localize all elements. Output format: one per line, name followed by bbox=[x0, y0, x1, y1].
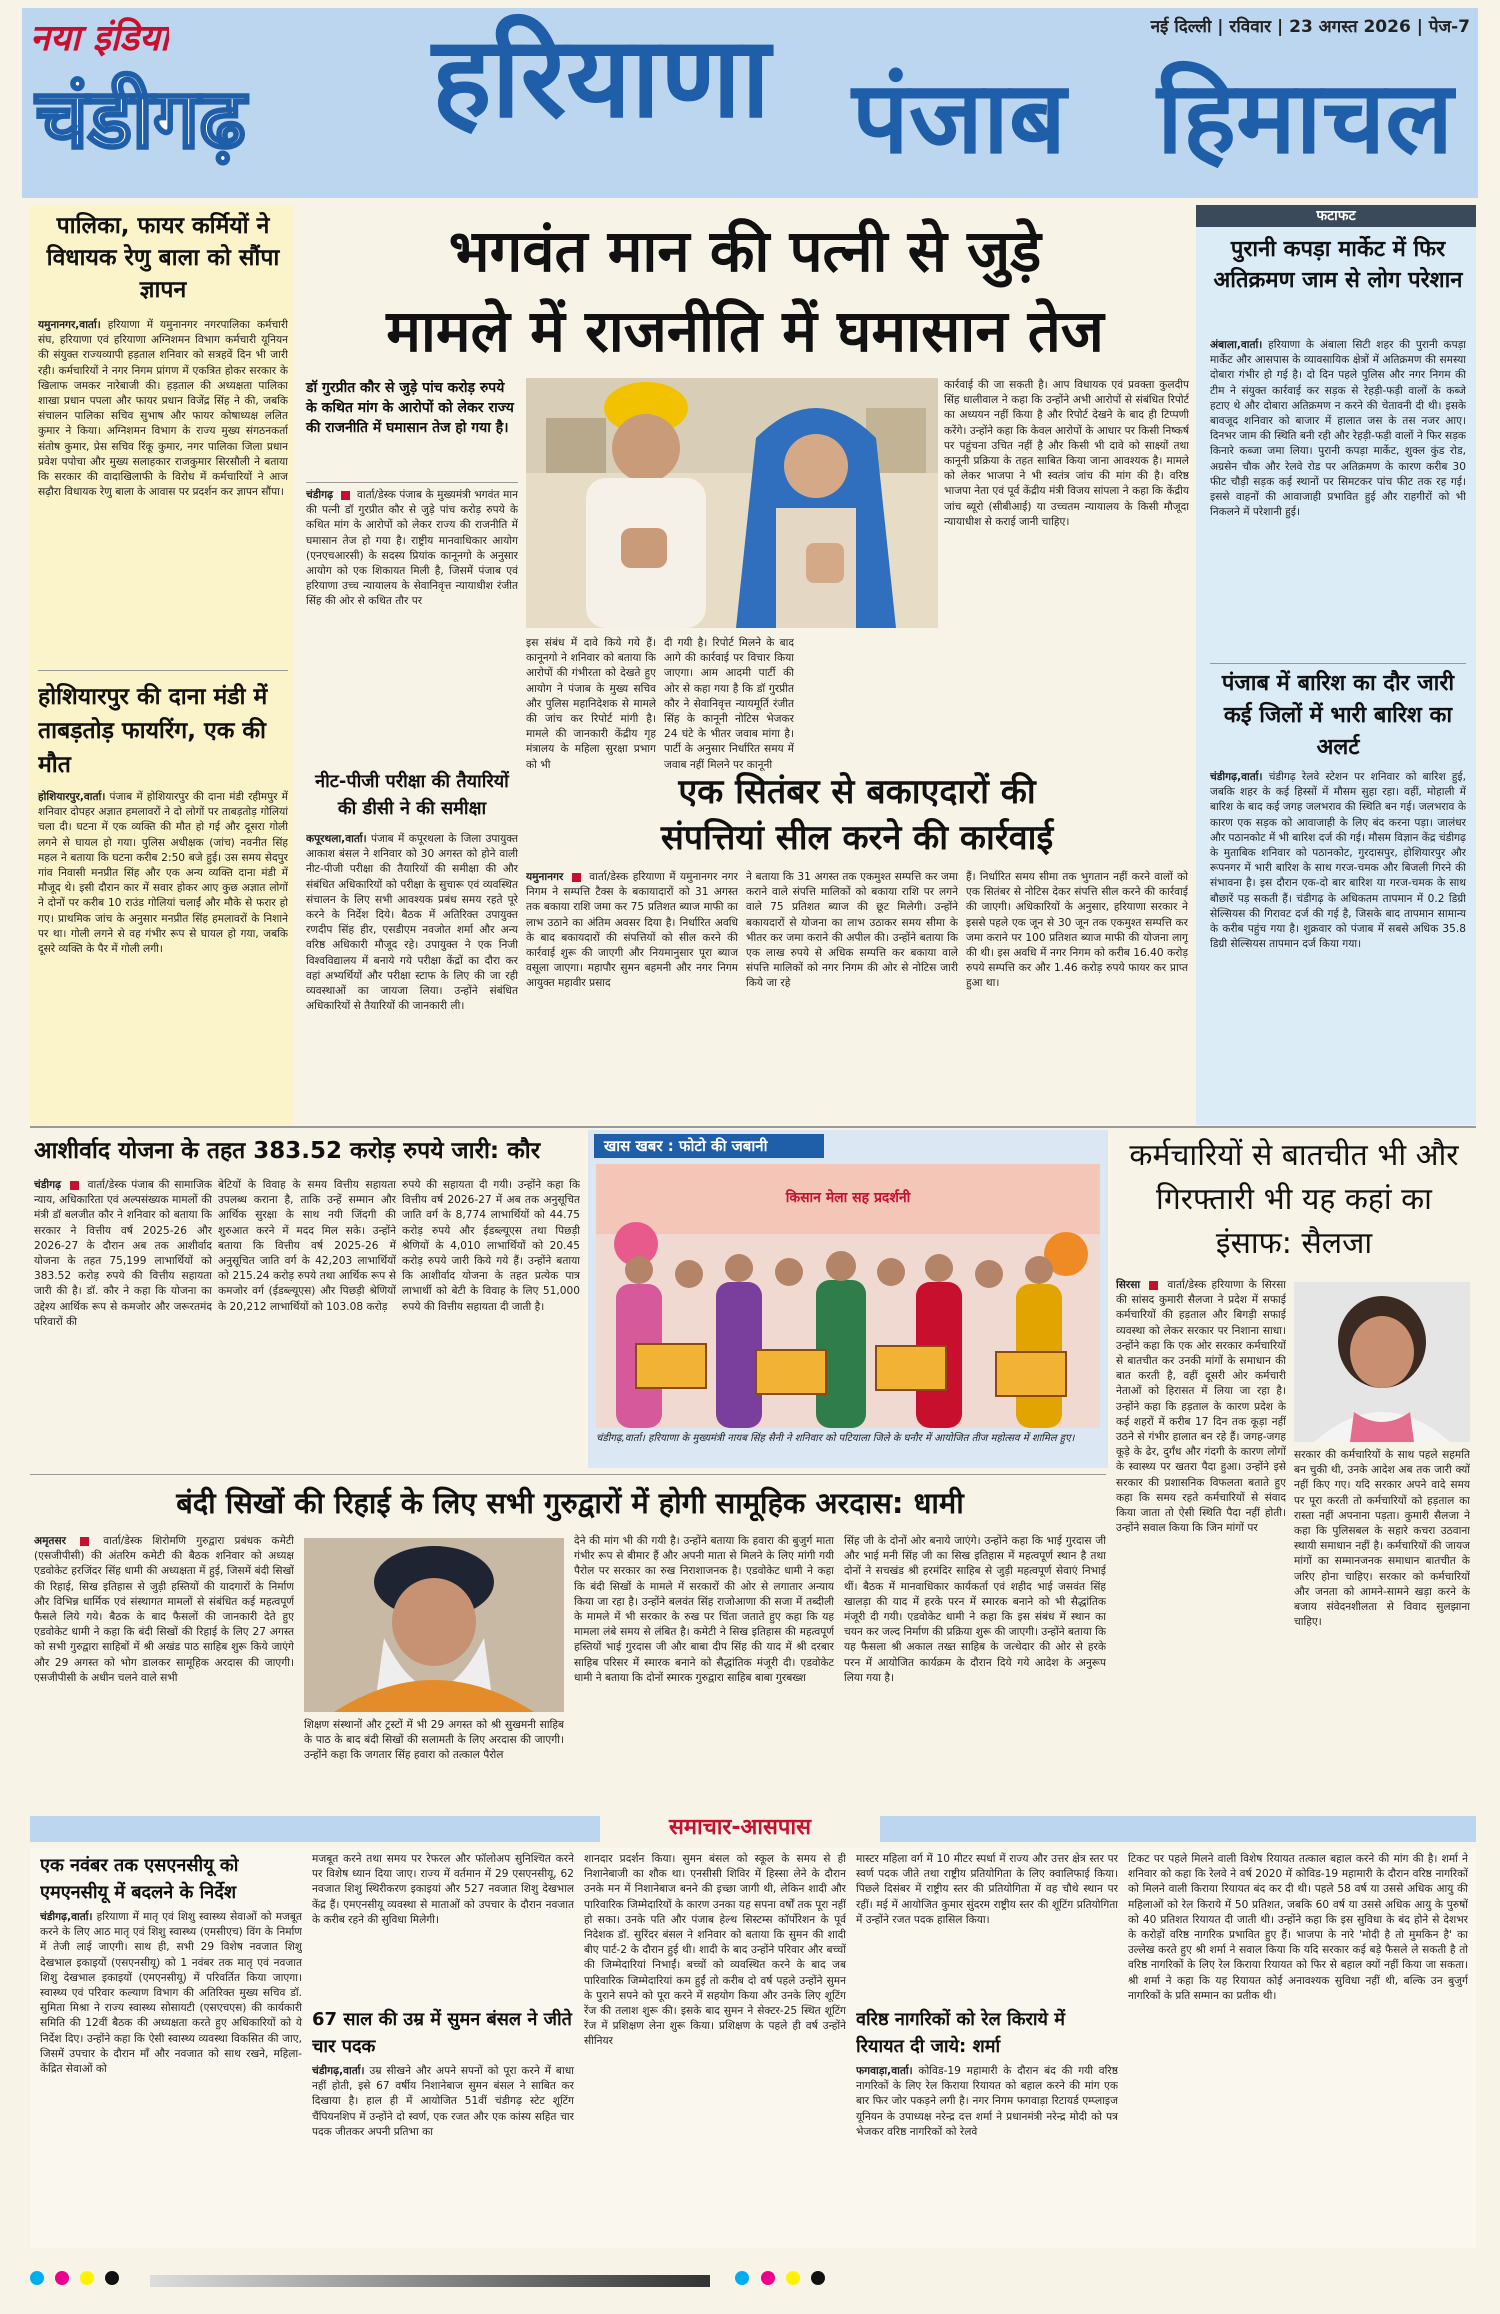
photo-feature-caption: चंडीगढ़,वार्ता। हरियाणा के मुख्यमंत्री नायब सिंह सैनी ने शनिवार को पटियाला जिले के घनौर में आयोजित तीज महोत्सव में शामिल हुए। bbox=[596, 1433, 1075, 1444]
aaspaas-band-left bbox=[30, 1816, 600, 1842]
ashirwad-col3: रुपये की सहायता दी गयी। उन्होंने कहा कि वित्तीय वर्ष 2026-27 में अब तक अनुसूचित जाति वर्ग के 8,774 लाभार्थियों को 44.75 करोड़ रुपये और ईडब्ल्यूएस तथा पिछड़ी श्रेणियों के 4,010 लाभार्थियों को 20.45 करोड़ रुपये जारी किये गये हैं। उन्होंने बताया कि आशीर्वाद योजना के तहत प्रत्येक पात्र लाभार्थी को बेटी के विवाह के लिए 51,000 रुपये की वित्तीय सहायता दी जाती है। bbox=[402, 1179, 580, 1313]
aaspaas-story3-text: कोविड-19 महामारी के दौरान बंद की गयी वरिष्ठ नागरिकों के लिए रेल किराया रियायत को बहाल करने की मांग एक बार फिर जोर पकड़ने लगी है। नगर निगम फगवाड़ा रिटायर्ड एम्प्लाइज यूनियन के उपाध्यक्ष नरेन्द्र दत्त शर्मा ने प्रधानमंत्री नरेन्द्र मोदी को पत्र भेजकर वरिष्ठ नागरिकों को रेलवे bbox=[856, 2065, 1118, 2138]
masthead bbox=[22, 8, 1478, 198]
aaspaas-story3-cont: टिकट पर पहले मिलने वाली विशेष रियायत तत्काल बहाल करने की मांग की है। शर्मा ने शनिवार को कहा कि रेलवे ने वर्ष 2020 में कोविड-19 महामारी के दौरान वरिष्ठ नागरिकों को मिलने वाली किराया रियायत बंद कर दी थी। पहले 58 वर्ष या उससे अधिक आयु की महिलाओं को रेल किराये में 50 प्रतिशत, जबकि 60 वर्ष या उससे अधिक आयु के पुरुषों को 40 प्रतिशत रियायत दी जाती थी। उन्होंने कहा कि इस सुविधा के बंद होने से देशभर के करोड़ों वरिष्ठ नागरिक प्रभावित हुए हैं। भाजपा के नारे 'मोदी है तो मुमकिन है' का उल्लेख करते हुए श्री शर्मा ने सवाल किया कि यदि सरकार कई बड़े फैसले ले सकती है तो वरिष्ठ नागरिकों के लिए रेल किराया रियायत को फिर से बहाल क्यों नहीं किया जा सकता। श्री शर्मा ने कहा कि यह रियायत कोई अनावश्यक सुविधा नहीं थी, बल्कि उन बुजुर्ग नागरिकों के प्रति सम्मान का प्रतीक थी। bbox=[1128, 1853, 1468, 2002]
brand-name: नया इंडिया bbox=[30, 18, 170, 59]
ardas-col2: शिक्षण संस्थानों और ट्रस्टों में भी 29 अगस्त को श्री सुखमनी साहिब के पाठ के बाद बंदी सिखों की सलामती के लिए अरदास की जाएगी। उन्होंने कहा कि जगतार सिंह हवारा को तत्काल पैरोल bbox=[304, 1719, 564, 1762]
left-story2-text: पंजाब में होशियारपुर की दाना मंडी रहीमपुर में शनिवार दोपहर अज्ञात हमलावरों ने दो लोगों पर ताबड़तोड़ गोलियां चला दी। घटना में एक व्यक्ति की मौत हो गई और दूसरा गोली लगने से घायल हो गया। पुलिस अधीक्षक (जांच) नवनीत सिंह महल ने बताया कि घटना करीब 2:50 बजे हुई। उस समय सेदपुर गांव निवासी मनप्रीत सिंह और एक अन्य व्यक्ति दाना मंडी में मौजूद थे। इसी दौरान कार में सवार होकर आए कुछ अज्ञात लोगों ने दोनों पर करीब 10 राउंड गोलियां चलाईं और मौके से फरार हो गए। प्राथमिक जांच के अनुसार मनप्रीत सिंह हमलावरों के निशाने पर था। गोली लगने से वह गंभीर रूप से घायल हो गया, जबकि दूसरे व्यक्ति के पैर में गोली लगी। bbox=[38, 791, 288, 956]
ardas-col1 bbox=[34, 1534, 294, 1796]
title-himachal: हिमाचल bbox=[1157, 59, 1453, 176]
selja-col1-text: हरियाणा के सिरसा की सांसद कुमारी सैलजा ने प्रदेश में सफाई कर्मचारियों की हड़ताल और बिगड़ी सफाई व्यवस्था को लेकर सरकार पर निशाना साधा। उन्होंने कहा कि एक ओर सरकार कर्मचारियों से बातचीत कर उनकी मांगों के समाधान की बात करती है, वहीं दूसरी ओर कर्मचारी नेताओं को हिरासत में लिया जा रहा है। उन्होंने कहा कि हड़ताल के कारण प्रदेश के कई शहरों में करीब 17 दिन तक कूड़ा नहीं उठने से गंभीर हालात बन रहे हैं। जगह-जगह कूड़े के ढेर, दुर्गंध और गंदगी के कारण लोगों के स्वास्थ्य पर खतरा पैदा हुआ। उन्होंने इसे सरकार की प्रशासनिक विफलता बताते हुए कहा कि समय रहते कर्मचारियों से संवाद किया जाता तो ऐसी स्थिति पैदा नहीं होती। उन्होंने सवाल किया कि जिन मांगों पर bbox=[1116, 1279, 1286, 1535]
right-story1-headline: पुरानी कपड़ा मार्केट में फिर अतिक्रमण जाम से लोग परेशान bbox=[1213, 237, 1463, 293]
aaspaas-story2-cont: शानदार प्रदर्शन किया। सुमन बंसल को स्कूल के समय से ही निशानेबाजी का शौक था। एनसीसी शिविर में हिस्सा लेने के दौरान उनके मन में निशानेबाज बनने की इच्छा जागी थी, लेकिन शादी और पारिवारिक जिम्मेदारियों के कारण उनका यह सपना वर्षों तक पूरा नहीं हो सका। उनके पति और पंजाब हेल्थ सिस्टम्स कॉर्पोरेशन के पूर्व निदेशक डॉ. सुरिंदर बंसल ने शनिवार को बताया कि सुमन की शादी बीए पार्ट-2 के दौरान हुई थी। शादी के बाद उन्होंने परिवार और बच्चों की जिम्मेदारियां निभाईं। बच्चों को व्यवस्थित करने के बाद जब पारिवारिक जिम्मेदारियां कम हुईं तो करीब दो वर्ष पहले उन्होंने सुमन के पुराने सपने को पूरा करने में सहयोग किया और उनके लिए शूटिंग रेंज की तलाश शुरू की। इसके बाद सुमन ने सेक्टर-25 स्थित शूटिंग रेंज में प्रशिक्षण लेना शुरू किया। प्रशिक्षण के पहले ही वर्ष उन्होंने सीनियर bbox=[584, 1853, 846, 2048]
aaspaas-story2-cont2: मास्टर महिला वर्ग में 10 मीटर स्पर्धा में राज्य और उत्तर क्षेत्र स्तर पर स्वर्ण पदक जीते तथा राष्ट्रीय प्रतियोगिता के लिए क्वालिफाई किया। पिछले दिसंबर में राष्ट्रीय स्तर की प्रतियोगिता में वह चौथे स्थान पर रहीं। मई में आयोजित कुमार सुंदरम राष्ट्रीय स्तर की शूटिंग प्रतियोगिता में उन्होंने रजत पदक हासिल किया। bbox=[856, 1853, 1118, 1926]
photo-feature-label: खास खबर : फोटो की जबानी bbox=[594, 1134, 824, 1158]
cyan-mark-icon bbox=[30, 2271, 44, 2285]
selja-byline: वार्ता/डेस्क bbox=[1167, 1279, 1207, 1291]
right-story2-headline: पंजाब में बारिश का दौर जारी कई जिलों में भारी बारिश का अलर्ट bbox=[1221, 671, 1455, 760]
black-mark-icon bbox=[811, 2271, 825, 2285]
lead-photo-graphic bbox=[526, 378, 938, 628]
ardas-photo bbox=[304, 1538, 564, 1712]
aaspaas-story1-cont: मजबूत करने तथा समय पर रेफरल और फॉलोअप सुनिश्चित करने पर विशेष ध्यान दिया जाए। राज्य में वर्तमान में 29 एसएनसीयू, 62 नवजात शिशु स्थिरीकरण इकाइयां और 527 नवजात शिशु देखभाल केंद्र हैं। एमएनसीयू व्यवस्था से माताओं को उपचार के दौरान नवजात के करीब रहने की सुविधा मिलेगी। bbox=[312, 1853, 574, 1926]
right-divider bbox=[1210, 663, 1466, 664]
right-story1-body bbox=[1210, 338, 1466, 658]
ardas-dateline: अमृतसर bbox=[34, 1535, 66, 1547]
lead-dateline: चंडीगढ़ bbox=[306, 489, 334, 501]
yellow-mark-icon bbox=[786, 2271, 800, 2285]
neet-text: पंजाब में कपूरथला के जिला उपायुक्त आकाश बंसल ने शनिवार को 30 अगस्त को होने वाली नीट-पीजी परीक्षा की तैयारियों की समीक्षा की और संबंधित अधिकारियों को परीक्षा के सुचारू एवं व्यवस्थित संचालन के लिए सभी आवश्यक प्रबंध समय रहते पूरे करने के निर्देश दिये। बैठक में अतिरिक्त उपायुक्त रणदीप सिंह हीर, एसडीएम नवजोत शर्मा और अन्य वरिष्ठ अधिकारी मौजूद रहे। उपायुक्त ने एक निजी विश्वविद्यालय में बनाये गये परीक्षा केंद्रों का दौरा कर वहां अभ्यर्थियों और परीक्षा स्टाफ के लिए की जा रही व्यवस्थाओं का जायजा लिया। उन्होंने संबंधित अधिकारियों से तैयारियों की जानकारी ली। bbox=[306, 833, 518, 1013]
right-story1-text: हरियाणा के अंबाला सिटी शहर की पुरानी कपड़ा मार्केट और आसपास के व्यावसायिक क्षेत्रों में अतिक्रमण की समस्या दोबारा गंभीर हो गई है। दो दिन पहले पुलिस और नगर निगम की टीम ने संयुक्त कार्रवाई कर सड़क से रेहड़ी-फड़ी वालों के कब्जे हटाए थे और दोबारा अतिक्रमण न करने की चेतावनी दी थी। इसके बावजूद शनिवार को बाजार में हालात जस के तस नजर आए। दिनभर जाम की स्थिति बनी रही और रेहड़ी-फड़ी वालों ने फिर सड़क किनारे कब्जा जमा लिया। पुरानी कपड़ा मार्केट, शुक्ल कुंड रोड, अग्रसेन चौक और रेलवे रोड पर अतिक्रमण के कारण करीब 30 फीट चौड़ी सड़क कई स्थानों पर सिमटकर पांच फीट तक रह गई। इससे वाहनों की आवाजाही प्रभावित हुई और राहगीरों को भी निकलने में परेशानी हुई। bbox=[1210, 339, 1466, 519]
dateline-date: 23 अगस्त 2026 bbox=[1289, 17, 1411, 37]
yellow-mark-icon bbox=[80, 2271, 94, 2285]
page-number: पेज-7 bbox=[1428, 17, 1470, 37]
grey-scale-bar bbox=[150, 2275, 710, 2287]
section-divider-2 bbox=[30, 1474, 1106, 1475]
seal-col1-text: हरियाणा में यमुनानगर नगर निगम ने सम्पत्ति टैक्स के बकायादारों को 31 अगस्त तक बकाया राशि जमा कर 75 प्रतिशत ब्याज माफी का लाभ उठाने का अंतिम अवसर दिया है। निर्धारित अवधि के बाद बकायदारों की संपत्तियों को सील करने की कार्रवाई शुरू की जाएगी और नियमानुसार पूरा ब्याज वसूला जाएगा। महापौर सुमन बहमनी और नगर निगम आयुक्त महावीर प्रसाद bbox=[526, 871, 738, 990]
aaspaas-story1-dateline: चंडीगढ़,वार्ता। bbox=[40, 1911, 93, 1923]
title-haryana: हरियाणा bbox=[432, 13, 771, 143]
ardas-col3: देने की मांग भी की गयी है। उन्होंने बताया कि हवारा की बुजुर्ग माता गंभीर रूप से बीमार हैं और अपनी माता से मिलने के लिए मांगी गयी पैरोल पर सरकार का रुख निराशाजनक है। एडवोकेट धामी ने कहा कि बंदी सिखों के मामले में सरकारों की ओर से लगातार अन्याय किया जा रहा है। उन्होंने बलवंत सिंह राजोआणा की सजा में तब्दीली के मामले में भी सरकार के रुख पर चिंता जताते हुए कहा कि यह मामला लंबे समय से लंबित है। कमेटी ने सिख इतिहास की महत्वपूर्ण हस्तियों भाई गुरदास जी और बाबा दीप सिंह की याद में श्री दरबार साहिब परिसर में स्मारक बनाने को सैद्धांतिक मंजूरी दी। एडवोकेट धामी ने बताया कि दोनों स्मारक गुरुद्वारा साहिब बाबा गुरबख्श bbox=[574, 1535, 834, 1684]
left-story2-headline: होशियारपुर की दाना मंडी में ताबड़तोड़ फायरिंग, एक की मौत bbox=[38, 684, 268, 778]
photo-banner-text: किसान मेला सह प्रदर्शनी bbox=[785, 1190, 911, 1206]
seal-byline: वार्ता/डेस्क bbox=[589, 871, 629, 883]
neet-dateline: कपूरथला,वार्ता। bbox=[306, 833, 367, 845]
right-story2-text: चंडीगढ़ रेलवे स्टेशन पर शनिवार को बारिश हुई, जबकि शहर के कई हिस्सों में मौसम सुहा रहा। वहीं, मोहाली में बारिश के बाद कई जगह जलभराव की स्थिति बन गई। जलभराव के कारण एक सड़क को आवाजाही के लिए बंद करना पड़ा। जालंधर और पठानकोट में भी बारिश दर्ज की गई। मौसम विज्ञान केंद्र चंडीगढ़ के मुताबिक शनिवार को पठानकोट, गुरदासपुर, होशियारपुर और रूपनगर में भारी बारिश के साथ गरज-चमक और बिजली गिरने की संभावना है। इस दौरान एक-दो बार बारिश या गरज-चमक के साथ बौछारें पड़ सकती हैं। चंडीगढ़ के अधिकतम तापमान में 0.2 डिग्री सेल्सियस की गिरावट दर्ज की गई है, जिसके बाद तापमान सामान्य के करीब पहुंच गया है। शुक्रवार को पंजाब में सबसे अधिक 35.8 डिग्री सेल्सियस तापमान दर्ज किया गया। bbox=[1210, 771, 1466, 951]
lead-summary: डॉ गुरप्रीत कौर से जुड़े पांच करोड़ रुपये के कथित मांग के आरोपों को लेकर राज्य की राजनीति में घमासान तेज हो गया है। bbox=[306, 380, 514, 436]
selja-col1 bbox=[1116, 1278, 1286, 1798]
aaspaas-story1-body bbox=[40, 1910, 302, 2244]
lead-headline-2: मामले में राजनीति में घमासान तेज bbox=[386, 297, 1104, 365]
neet-body bbox=[306, 832, 518, 1122]
dateline-marker-icon bbox=[572, 873, 581, 882]
dateline-marker-icon bbox=[80, 1537, 89, 1546]
ardas-photo-graphic bbox=[304, 1538, 564, 1712]
black-mark-icon bbox=[105, 2271, 119, 2285]
lead-col3: दी गयी है। रिपोर्ट मिलने के बाद आगे की कार्रवाई पर विचार किया जाएगा। आम आदमी पार्टी की ओर से कहा गया है कि डॉ गुरप्रीत कौर ने सेवानिवृत्त न्यायमूर्ति रंजीत सिंह के कानूनी नोटिस भेजकर 24 घंटे के भीतर जवाब मांगा है। पार्टी के अनुसार निर्धारित समय में जवाब नहीं मिलने पर कानूनी bbox=[664, 637, 794, 771]
ashirwad-col1-text: पंजाब की सामाजिक न्याय, अधिकारिता एवं अल्पसंख्यक मामलों की मंत्री डॉ बलजीत कौर ने शनिवार को बताया कि सरकार ने वित्तीय वर्ष 2025-26 और 2026-27 के दौरान अब तक आशीर्वाद योजना के तहत 75,199 लाभार्थियों को 383.52 करोड़ रुपये की वित्तीय सहायता जारी की है। डॉ. कौर ने कहा कि योजना का उद्देश्य आर्थिक रूप से कमजोर और जरूरतमंद परिवारों की bbox=[34, 1179, 212, 1328]
title-punjab: पंजाब bbox=[852, 59, 1066, 176]
aaspaas-story1-headline: एक नवंबर तक एसएनसीयू को एमएनसीयू में बदलने के निर्देश bbox=[40, 1855, 239, 1903]
selja-dateline: सिरसा bbox=[1116, 1279, 1141, 1291]
seal-headline-2: संपत्तियां सील करने की कार्रवाई bbox=[660, 818, 1054, 858]
lead-col1-text: पंजाब के मुख्यमंत्री भगवंत मान की पत्नी डॉ गुरप्रीत कौर से जुड़े पांच करोड़ रुपये के कथित मांग के आरोपों को लेकर राज्य की राजनीति में घमासान तेज हो गया है। राष्ट्रीय मानवाधिकार आयोग (एनएचआरसी) के सदस्य प्रियांक कानूनगो के अनुसार आयोग को एक शिकायत मिली है, जिसमें पंजाब एवं हरियाणा उच्च न्यायालय के सेवानिवृत्त न्यायाधीश रंजीत सिंह की ओर से कथित तौर पर bbox=[306, 489, 518, 608]
ashirwad-col2: बेटियों के विवाह के समय वित्तीय सहायता उपलब्ध कराना है, ताकि उन्हें सम्मान और आर्थिक सुरक्षा के साथ नयी जिंदगी की शुरुआत करने में मदद मिल सके। उन्होंने बताया कि वित्तीय वर्ष 2025-26 में अनुसूचित जाति वर्ग के 42,203 लाभार्थियों को 215.24 करोड़ रुपये तथा आर्थिक रूप से कमजोर वर्ग (ईडब्ल्यूएस) और पिछड़ी श्रेणियों के 20,212 लाभार्थियों को 103.08 करोड़ bbox=[218, 1179, 396, 1313]
ashirwad-headline: आशीर्वाद योजना के तहत 383.52 करोड़ रुपये जारी: कौर bbox=[34, 1138, 541, 1164]
photo-feature-image bbox=[596, 1164, 1100, 1428]
lead-col1 bbox=[306, 488, 518, 793]
right-column-label: फटाफट bbox=[1196, 205, 1476, 227]
selja-photo-graphic bbox=[1294, 1282, 1470, 1442]
ashirwad-col1 bbox=[34, 1178, 212, 1468]
ardas-col4: सिंह जी के दोनों ओर बनाये जाएंगे। उन्होंने कहा कि भाई गुरदास जी और भाई मनी सिंह जी का सिख इतिहास में महत्वपूर्ण स्थान है तथा दोनों ने सचखंड श्री हरमंदिर साहिब से जुड़ी महत्वपूर्ण सेवाएं निभाई थीं। बैठक में मानवाधिकार कार्यकर्ता एवं शहीद भाई जसवंत सिंह खालड़ा की याद में हरके परन में स्मारक बनाने को भी सैद्धांतिक मंजूरी दी गयी। एडवोकेट धामी ने कहा कि इस संबंध में स्थान का चयन कर जल्द निर्माण की प्रक्रिया शुरू की जाएगी। उन्होंने बताया कि यह फैसला श्री अकाल तख्त साहिब के जत्थेदार की ओर से हरके परन में आयोजित कार्यक्रम के दौरान दिये गये आदेश के अनुरूप लिया गया है। bbox=[844, 1535, 1106, 1684]
lead-headline-1: भगवंत मान की पत्नी से जुड़े bbox=[448, 217, 1042, 285]
selja-col2: सरकार की कर्मचारियों के साथ पहले सहमति बन चुकी थी, उनके आदेश अब तक जारी क्यों नहीं किए गए। यदि सरकार अपने वादे समय पर पूरा करती तो कर्मचारियों को हड़ताल का रास्ता नहीं अपनाना पड़ता। कुमारी सैलजा ने कहा कि पुलिसबल के सहारे कचरा उठवाना स्थायी समाधान नहीं है। कर्मचारियों की जायज मांगों का सम्मानजनक समाधान बातचीत के जरिए होना चाहिए। सरकार को कर्मचारियों और जनता को आमने-सामने खड़ा करने के बजाय संवेदनशीलता से विवाद सुलझाना चाहिए। bbox=[1294, 1449, 1470, 1629]
lead-byline: वार्ता/डेस्क bbox=[357, 489, 396, 501]
group-photo-graphic bbox=[596, 1164, 1100, 1428]
aaspaas-band-right bbox=[880, 1816, 1476, 1842]
city-name: चंडीगढ़ bbox=[36, 72, 246, 167]
dateline-marker-icon bbox=[341, 491, 350, 500]
aaspaas-story2-dateline: चंडीगढ़,वार्ता। bbox=[312, 2065, 365, 2077]
left-story1-headline: पालिका, फायर कर्मियों ने विधायक रेणु बाला को सौंपा ज्ञापन bbox=[46, 213, 280, 303]
lead-photo bbox=[526, 378, 938, 628]
aaspaas-story1-text: हरियाणा में मातृ एवं शिशु स्वास्थ्य सेवाओं को मजबूत करने के लिए आठ मातृ एवं शिशु स्वास्थ्य (एमसीएच) विंग के निर्माण में तेजी लाई जाएगी। साथ ही, सभी 29 विशेष नवजात शिशु देखभाल इकाइयों (एसएनसीयू) को 1 नवंबर तक मातृ एवं नवजात शिशु देखभाल इकाइयों (एमएनसीयू) में परिवर्तित किया जाएगा। स्वास्थ्य एवं परिवार कल्याण विभाग की अतिरिक्त मुख्य सचिव डॉ. सुमिता मिश्रा ने राज्य स्वास्थ्य सोसायटी (एसएचएस) की कार्यकारी समिति की 12वीं बैठक की अध्यक्षता करते हुए अधिकारियों को ये निर्देश दिए। उन्होंने कहा कि ऐसी स्वास्थ्य व्यवस्था विकसित की जाए, जिसमें उपचार के दौरान माँ और नवजात को साथ रखने, महिला-केंद्रित सेवाओं को bbox=[40, 1911, 302, 2076]
aaspaas-label: समाचार-आसपास bbox=[669, 1815, 811, 1840]
ardas-headline: बंदी सिखों की रिहाई के लिए सभी गुरुद्वारों में होगी सामूहिक अरदास: धामी bbox=[176, 1486, 964, 1520]
print-registration-strip bbox=[30, 2270, 1476, 2290]
right-story2-dateline: चंडीगढ़,वार्ता। bbox=[1210, 771, 1263, 783]
seal-dateline: यमुनानगर bbox=[526, 871, 564, 883]
aaspaas-story2-text: उम्र सीखने और अपने सपनों को पूरा करने में बाधा नहीं होती, इसे 67 वर्षीय निशानेबाज सुमन बंसल ने साबित कर दिखाया है। हाल ही में आयोजित 51वीं चंडीगढ़ स्टेट शूटिंग चैंपियनशिप में उन्होंने दो स्वर्ण, एक रजत और एक कांस्य सहित चार पदक जीतकर अपनी प्रतिभा का bbox=[312, 2065, 574, 2138]
selja-photo bbox=[1294, 1282, 1470, 1442]
aaspaas-story2-headline: 67 साल की उम्र में सुमन बंसल ने जीते चार पदक bbox=[312, 2009, 572, 2057]
left-story1-body bbox=[38, 318, 288, 658]
ardas-byline: वार्ता/डेस्क bbox=[103, 1535, 143, 1547]
magenta-mark-icon bbox=[761, 2271, 775, 2285]
dateline-marker-icon bbox=[70, 1181, 79, 1190]
aaspaas-story3-headline: वरिष्ठ नागरिकों को रेल किराये में रियायत दी जाये: शर्मा bbox=[856, 2009, 1066, 2057]
left-divider bbox=[38, 670, 288, 671]
magenta-mark-icon bbox=[55, 2271, 69, 2285]
seal-headline-1: एक सितंबर से बकाएदारों की bbox=[678, 772, 1036, 812]
neet-headline: नीट-पीजी परीक्षा की तैयारियों की डीसी ने की समीक्षा bbox=[315, 771, 509, 819]
section-divider-1 bbox=[30, 1126, 1476, 1128]
left-story2-dateline: होशियारपुर,वार्ता। bbox=[38, 791, 106, 803]
cyan-mark-icon bbox=[735, 2271, 749, 2285]
dateline-marker-icon bbox=[1149, 1281, 1158, 1290]
aaspaas-story3-dateline: फगवाड़ा,वार्ता। bbox=[856, 2065, 913, 2077]
left-story1-text: हरियाणा में यमुनानगर नगरपालिका कर्मचारी संघ, हरियाणा एवं हरियाणा अग्निशमन विभाग कर्मचारी यूनियन की संयुक्त राज्यव्यापी हड़ताल शनिवार को सत्रहवें दिन भी जारी रही। कर्मचारियों ने नगर निगम प्रांगण में एकत्रित होकर सरकार के खिलाफ जमकर नारेबाजी की। हड़ताल की अध्यक्षता पालिका शाखा प्रधान पपला और फायर प्रधान विजेंद्र सिंह ने की, जबकि संचालन पालिका सचिव सुभाष और फायर कोषाध्यक्ष ललित कुमार ने किया। अग्निशमन विभाग के राज्य मुख्य संगठनकर्ता संतोष कुमार, प्रेस सचिव रिंकू कुमार, नगर पालिका जिला प्रधान प्रवेश पपोचा और मुख्य सलाहकार राजकुमार सिरसौली ने बताया कि सरकार की वादाखिलाफी के विरोध में कर्मचारियों ने आज सढ़ौरा विधायक रेणु बाला के आवास पर प्रदर्शन कर ज्ञापन सौंपा। bbox=[38, 319, 288, 499]
aaspaas-story3-body bbox=[856, 2064, 1118, 2244]
seal-col1 bbox=[526, 870, 738, 1122]
seal-col2: ने बताया कि 31 अगस्त तक एकमुश्त सम्पत्ति कर जमा कराने वाले संपत्ति मालिकों को बकाया राशि पर लगने वाले 75 प्रतिशत ब्याज की छूट मिलेगी। उन्होंने बकायदारों से योजना का लाभ उठाकर समय सीमा के भीतर कर जमा कराने की अपील की। उन्होंने बताया कि एक लाख रुपये से अधिक सम्पत्ति कर बकाया वाले संपत्ति मालिकों को नगर निगम की ओर से नोटिस जारी किये जा रहे bbox=[746, 871, 958, 990]
ashirwad-dateline: चंडीगढ़ bbox=[34, 1179, 62, 1191]
ashirwad-byline: वार्ता/डेस्क bbox=[87, 1179, 127, 1191]
lead-col2: इस संबंध में दावे किये गये हैं। कानूनगो ने शनिवार को बताया कि आरोपों की गंभीरता को देखते हुए आयोग ने पंजाब के मुख्य सचिव और पुलिस महानिदेशक से मामले की जांच कर रिपोर्ट मांगी है। मामले की जानकारी केंद्रीय गृह मंत्रालय के महिला सुरक्षा प्रभाग को भी bbox=[526, 637, 656, 771]
selja-headline: कर्मचारियों से बातचीत भी और गिरफ्तारी भी यह कहां का इंसाफ: सैलजा bbox=[1129, 1138, 1459, 1261]
dateline-day: रविवार bbox=[1229, 17, 1272, 37]
ardas-col1-text: शिरोमणि गुरुद्वारा प्रबंधक कमेटी (एसजीपीसी) की अंतरिम कमेटी की बैठक शनिवार को अध्यक्ष एडवोकेट हरजिंदर सिंह धामी की अध्यक्षता में हुई, जिसमें बंदी सिखों की रिहाई, सिख इतिहास से जुड़ी हस्तियों की यादगारों के निर्माण और विभिन्न धार्मिक एवं संस्थागत मामलों से संबंधित कई महत्वपूर्ण फैसले लिये गये। बैठक के बाद फैसलों की जानकारी देते हुए एडवोकेट धामी ने कहा कि बंदी सिखों की रिहाई के लिए 27 अगस्त को सभी गुरुद्वारा साहिबों में श्री अखंड पाठ साहिब शुरू किये जाएंगे और 29 अगस्त को भोग डालकर सामूहिक अरदास की जाएगी। एसजीपीसी के अधीन चलने वाले सभी bbox=[34, 1535, 294, 1684]
lead-col4: कार्रवाई की जा सकती है। आप विधायक एवं प्रवक्ता कुलदीप सिंह धालीवाल ने कहा कि उन्होंने अभी आरोपों से संबंधित रिपोर्ट का अध्ययन नहीं किया है और रिपोर्ट देखने के बाद ही टिप्पणी करेंगे। उन्होंने कहा कि केवल आरोपों के आधार पर किसी निष्कर्ष पर पहुंचना उचित नहीं है और किसी भी दावे को साक्ष्यों तथा कानूनी प्रक्रिया के तहत साबित किया जाना आवश्यक है। मामले को लेकर भाजपा ने भी स्वतंत्र जांच की मांग की है। वरिष्ठ भाजपा नेता एवं पूर्व केंद्रीय मंत्री विजय सांपला ने कहा कि केंद्रीय जांच ब्यूरो (सीबीआई) या उच्चतम न्यायालय के किसी मौजूदा न्यायाधीश से कराई जानी चाहिए। bbox=[944, 379, 1189, 528]
lead-summary-rule bbox=[306, 482, 518, 483]
right-story1-dateline: अंबाला,वार्ता। bbox=[1210, 339, 1263, 351]
date-strip: नई दिल्ली | रविवार | 23 अगस्त 2026 | पेज-7 bbox=[1150, 17, 1470, 37]
right-story2-body bbox=[1210, 770, 1466, 1120]
dateline-city: नई दिल्ली bbox=[1150, 17, 1212, 37]
aaspaas-story2-body bbox=[312, 2064, 574, 2244]
left-story1-dateline: यमुनानगर,वार्ता। bbox=[38, 319, 101, 331]
left-story2-body bbox=[38, 790, 288, 1120]
seal-col3: हैं। निर्धारित समय सीमा तक भुगतान नहीं करने वालों को एक सितंबर से नोटिस देकर संपत्ति सील करने की कार्रवाई की जाएगी। अधिकारियों के अनुसार, हरियाणा सरकार ने इससे पहले एक जून से 30 जून तक एकमुश्त सम्पत्ति कर जमा कराने पर 100 प्रतिशत ब्याज माफी की योजना लागू की थी। इस अवधि में नगर निगम को करीब 16.40 करोड़ रुपये सम्पत्ति कर और 1.46 करोड़ रुपये फायर कर प्राप्त हुआ था। bbox=[966, 871, 1188, 990]
